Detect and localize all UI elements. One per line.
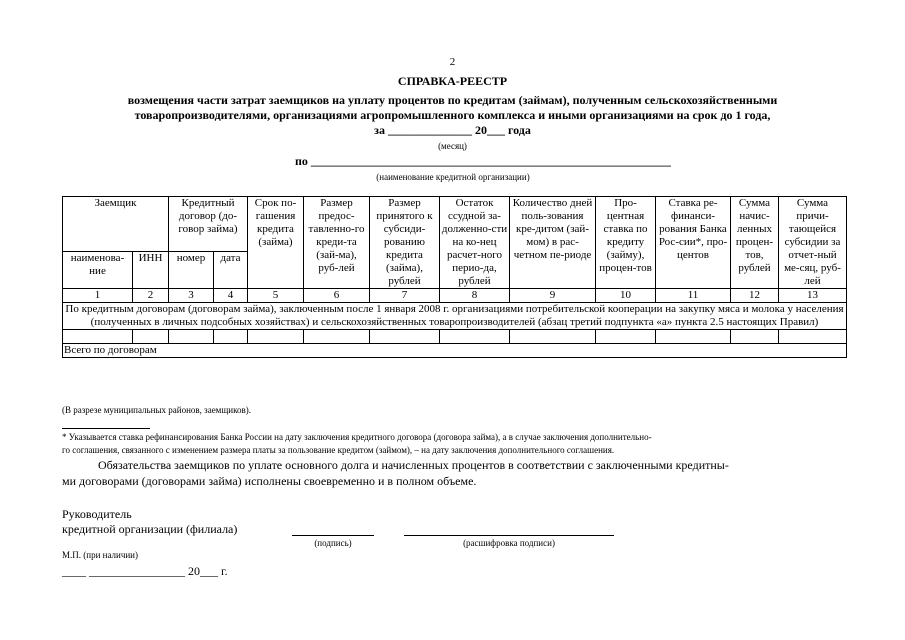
header-accrued-interest: Сумма начис-ленных процен-тов, рублей xyxy=(731,197,779,289)
section-row xyxy=(63,303,847,330)
obligation-text-line-2: ми договорами (договорами займа) исполнены своевременно и в полном объеме. xyxy=(62,474,477,488)
empty-cell[interactable] xyxy=(133,330,169,344)
header-borrower-inn: ИНН xyxy=(133,251,169,288)
document-title: СПРАВКА-РЕЕСТР xyxy=(397,74,508,88)
total-label: Всего по договорам xyxy=(63,344,847,358)
header-subsidized-amount: Размер принятого к субсиди-рованию кредита (займа), рублей xyxy=(370,197,440,289)
column-number: 2 xyxy=(133,289,169,303)
header-contract: Кредитный договор (до-говор займа) xyxy=(169,197,248,252)
column-number: 11 xyxy=(656,289,731,303)
empty-data-row xyxy=(63,330,847,344)
column-number: 8 xyxy=(440,289,510,303)
seal-label: М.П. (при наличии) xyxy=(62,550,138,560)
column-number: 1 xyxy=(63,289,133,303)
column-number: 5 xyxy=(248,289,304,303)
signature-decoding-line[interactable] xyxy=(404,535,614,536)
header-borrower-name: наименова-ние xyxy=(63,251,133,288)
empty-cell[interactable] xyxy=(656,330,731,344)
page-number: 2 xyxy=(449,56,456,68)
column-number: 7 xyxy=(370,289,440,303)
column-number: 10 xyxy=(596,289,656,303)
column-number: 12 xyxy=(731,289,779,303)
footnote-line-1: * Указывается ставка рефинансирования Банка России на дату заключения кредитного договора (договора займа), а в случае заключения дополнительно- xyxy=(62,432,652,442)
signature-decoding-caption: (расшифровка подписи) xyxy=(463,538,555,548)
header-refinancing-rate: Ставка ре-финанси-рования Банка Рос-сии*, про-центов xyxy=(656,197,731,289)
column-number: 9 xyxy=(510,289,596,303)
header-subsidy-amount: Сумма причи-тающейся субсидии за отчет-ный ме-сяц, руб-лей xyxy=(779,197,847,289)
empty-cell[interactable] xyxy=(63,330,133,344)
registry-table xyxy=(62,196,847,358)
column-number: 4 xyxy=(214,289,248,303)
column-number: 13 xyxy=(779,289,847,303)
head-label-line-2: кредитной организации (филиала) xyxy=(62,522,238,536)
header-days-of-use: Количество дней поль-зования кре-дитом (зай-мом) в рас-четном пе-риоде xyxy=(510,197,596,289)
header-term: Срок по-гашения кредита (займа) xyxy=(248,197,304,289)
header-loan-balance: Остаток ссудной за-долженно-сти на ко-нец расчет-ного перио-да, рублей xyxy=(440,197,510,289)
obligation-text-line-1: Обязательства заемщиков по уплате основного долга и начисленных процентов в соответствии с заключенными кредитны- xyxy=(98,458,729,472)
footnote-separator xyxy=(62,428,150,429)
table-group-header-row xyxy=(63,197,847,252)
document-subtitle-line-1: возмещения части затрат заемщиков на уплату процентов по кредитам (займам), полученным сельскохозяйственными xyxy=(127,93,778,107)
empty-cell[interactable] xyxy=(731,330,779,344)
section-description: По кредитным договорам (договорам займа), заключенным после 1 января 2008 г. организациями потребительской кооперации на закупку мяса и молока у населения (полученных в личных подсобных хозяйствах) и сельскохозяйственных товаропроизводителей (абзац третий подпункта «а» пункта 2.5 настоящих Правил) xyxy=(63,303,847,330)
document-subtitle-line-2: товаропроизводителями, организациями агропромышленного комплекса и иными организациями на срок до 1 года, xyxy=(134,108,771,122)
organization-caption: (наименование кредитной организации) xyxy=(376,172,530,182)
month-caption: (месяц) xyxy=(438,141,467,151)
head-label-line-1: Руководитель xyxy=(62,507,132,521)
signature-line[interactable] xyxy=(292,535,374,536)
header-granted-amount: Размер предос-тавленно-го креди-та (зай-ма), руб-лей xyxy=(304,197,370,289)
regional-note: (В разрезе муниципальных районов, заемщиков). xyxy=(62,405,252,415)
period-line: за ______________ 20___ года xyxy=(374,123,531,137)
date-line: ____ ________________ 20___ г. xyxy=(62,564,228,578)
empty-cell[interactable] xyxy=(214,330,248,344)
column-number: 6 xyxy=(304,289,370,303)
empty-cell[interactable] xyxy=(304,330,370,344)
header-interest-rate: Про-центная ставка по кредиту (займу), процен-тов xyxy=(596,197,656,289)
signature-caption: (подпись) xyxy=(314,538,352,548)
column-number-row xyxy=(63,289,847,303)
column-number: 3 xyxy=(169,289,214,303)
footnote-line-2: го соглашения, связанного с изменением размера платы за пользование кредитом (займом), – на дату заключения дополнительного соглашения. xyxy=(62,445,615,455)
total-row xyxy=(63,344,847,358)
organization-line: по ____________________________________________________________ xyxy=(295,154,671,168)
header-borrower: Заемщик xyxy=(63,197,169,252)
empty-cell[interactable] xyxy=(440,330,510,344)
empty-cell[interactable] xyxy=(779,330,847,344)
header-contract-number: номер xyxy=(169,251,214,288)
empty-cell[interactable] xyxy=(248,330,304,344)
header-contract-date: дата xyxy=(214,251,248,288)
empty-cell[interactable] xyxy=(169,330,214,344)
empty-cell[interactable] xyxy=(596,330,656,344)
empty-cell[interactable] xyxy=(510,330,596,344)
empty-cell[interactable] xyxy=(370,330,440,344)
